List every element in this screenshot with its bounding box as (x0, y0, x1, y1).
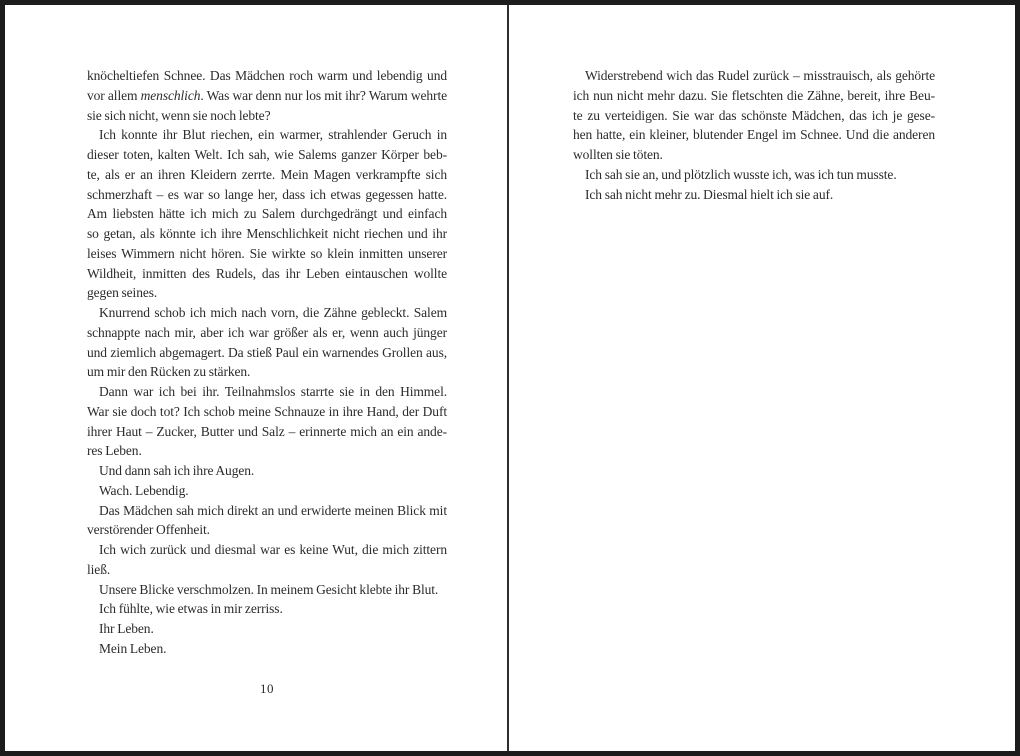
text-line: knöcheltiefen Schnee. Das Mädchen roch warm und lebendig und (87, 68, 447, 83)
left-page (5, 5, 507, 751)
spine-divider (507, 5, 509, 751)
text-line: schmerzhaft – es war so lange her, dass ich etwas gegessen hatte. (87, 186, 447, 202)
text-line: Ich sah nicht mehr zu. Diesmal hielt ich sie auf. (585, 186, 834, 202)
text-line: Mein Leben. (99, 640, 167, 656)
page-number: 10 (260, 681, 274, 696)
text-line: ihrer Haut – Zucker, Butter und Salz – erinnerte mich an ein ande- (87, 423, 447, 439)
text-line: verstörender Offenheit. (87, 522, 210, 538)
text-line: Ich konnte ihr Blut riechen, ein warmer, strahlender Geruch in (99, 127, 447, 143)
text-line: Das Mädchen sah mich direkt an und erwiderte meinen Blick mit (99, 502, 447, 518)
left-text-block (87, 66, 447, 659)
text-line: um mir den Rücken zu stärken. (87, 364, 251, 380)
text-line: ich nun nicht mehr dazu. Sie fletschten die Zähne, bereit, ihre Beu- (573, 87, 935, 103)
text-line: Dann war ich bei ihr. Teilnahmslos starrte sie in den Himmel. (99, 384, 447, 399)
text-line: War sie doch tot? Ich schob meine Schnauze in ihre Hand, der Duft (87, 403, 447, 419)
text-line: wollten sie töten. (573, 147, 663, 162)
text-line: Ich sah sie an, und plötzlich wusste ich, was ich tun musste. (585, 166, 897, 182)
text-line: Wach. Lebendig. (99, 482, 189, 498)
right-text-block (573, 66, 935, 204)
book-spread (5, 5, 1015, 751)
right-page (509, 5, 1015, 751)
text-line: Wildheit, inmitten des Rudels, das ihr Leben eintauschen wollte (87, 265, 447, 281)
text-line: und ziemlich abgemagert. Da stieß Paul ein warnendes Grollen aus, (87, 344, 447, 360)
text-line: Am liebsten hätte ich mich zu Salem durchgedrängt und einfach (87, 206, 447, 222)
text-line: ließ. (87, 561, 111, 577)
text-line: Ich fühlte, wie etwas in mir zerriss. (99, 601, 283, 617)
text-line: dieser toten, kalten Welt. Ich sah, wie Salems ganzer Körper beb- (87, 147, 447, 162)
text-line: hen hatte, ein kleiner, blutender Engel im Schnee. Und die anderen (573, 127, 935, 143)
text-line: Ich wich zurück und diesmal war es keine Wut, die mich zittern (99, 542, 447, 557)
text-line: res Leben. (87, 443, 142, 459)
text-line: Und dann sah ich ihre Augen. (99, 463, 255, 478)
text-line: Widerstrebend wich das Rudel zurück – misstrauisch, als gehörte (585, 68, 935, 83)
text-line: leises Wimmern nicht hören. Sie wirkte so klein inmitten unserer (87, 245, 447, 261)
text-line: te, als er an ihren Kleidern zerrte. Mein Magen verkrampfte sich (87, 166, 447, 182)
text-line: Unsere Blicke verschmolzen. In meinem Gesicht klebte ihr Blut. (99, 581, 439, 597)
text-line: te zu verteidigen. Sie war das schönste Mädchen, das ich je gese- (573, 107, 935, 123)
text-line: Ihr Leben. (99, 621, 154, 636)
text-line: Knurrend schob ich mich nach vorn, die Zähne gebleckt. Salem (99, 305, 447, 320)
text-line: sie sich nicht, wenn sie noch lebte? (87, 107, 271, 123)
text-line: vor allem menschlich. Was war denn nur los mit ihr? Warum wehrte (87, 87, 447, 103)
text-line: schnappte nach mir, aber ich war größer als er, wenn auch jünger (87, 324, 447, 340)
text-line: gegen seines. (87, 285, 158, 301)
text-line: so getan, als könnte ich ihre Menschlichkeit nicht riechen und ihr (87, 226, 447, 241)
